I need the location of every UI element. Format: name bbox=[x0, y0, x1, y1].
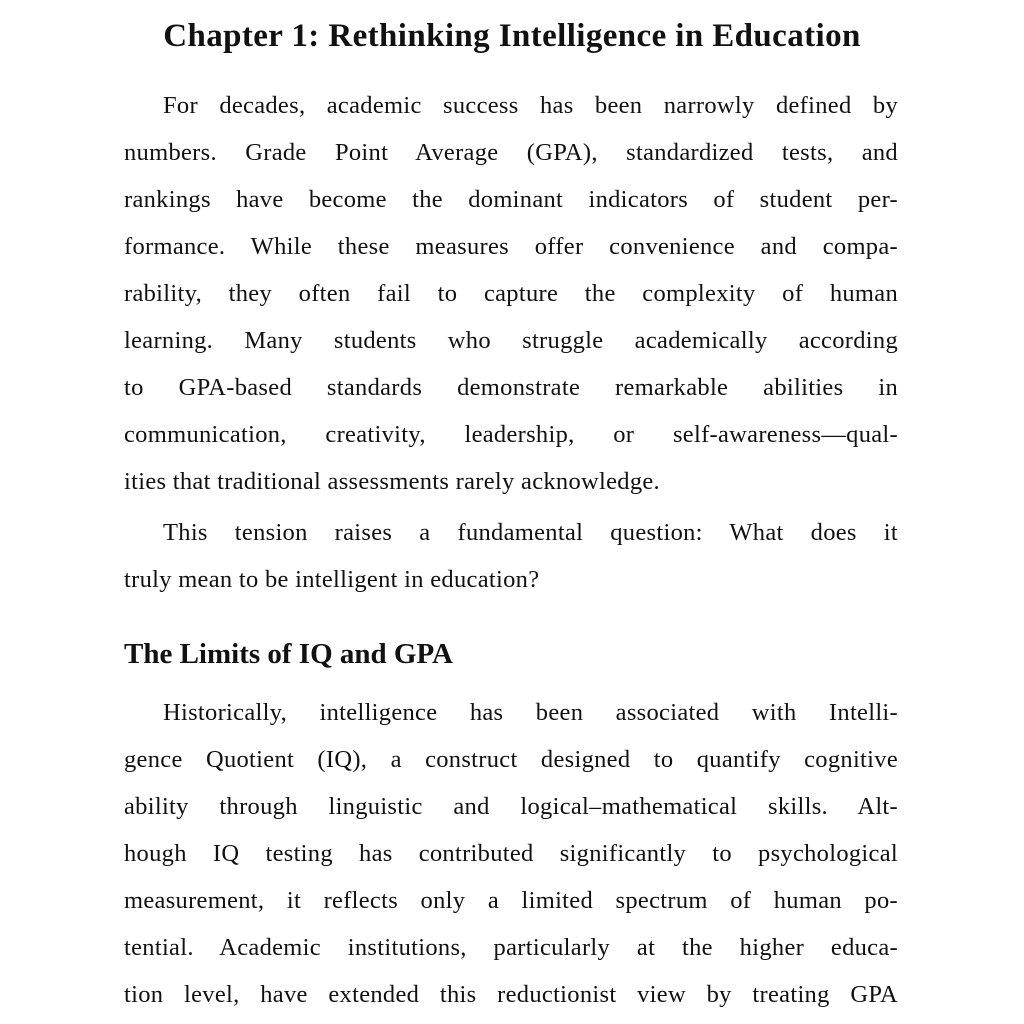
paragraph-line: rability, they often fail to capture the complexity of human bbox=[124, 280, 898, 307]
paragraph-line: rankings have become the dominant indicators of student per- bbox=[124, 186, 898, 213]
paragraph-line: ability through linguistic and logical–mathematical skills. Alt- bbox=[124, 793, 898, 820]
paragraph-line: hough IQ testing has contributed significantly to psychological bbox=[124, 840, 898, 867]
paragraph-line: learning. Many students who struggle academically according bbox=[124, 327, 898, 354]
paragraph-line: gence Quotient (IQ), a construct designed to quantify cognitive bbox=[124, 746, 898, 773]
paragraph-line: to GPA-based standards demonstrate remarkable abilities in bbox=[124, 374, 898, 401]
section-title: The Limits of IQ and GPA bbox=[124, 638, 453, 670]
paragraph-line: numbers. Grade Point Average (GPA), standardized tests, and bbox=[124, 139, 898, 166]
paragraph-line: For decades, academic success has been narrowly defined by bbox=[163, 92, 898, 119]
paragraph-line: tion level, have extended this reductionist view by treating GPA bbox=[124, 981, 898, 1008]
paragraph-line: measurement, it reflects only a limited spectrum of human po- bbox=[124, 887, 898, 914]
paragraph-line: formance. While these measures offer convenience and compa- bbox=[124, 233, 898, 260]
paragraph-line: tential. Academic institutions, particularly at the higher educa- bbox=[124, 934, 898, 961]
paragraph-line: ities that traditional assessments rarely acknowledge. bbox=[124, 468, 660, 495]
paragraph-line: truly mean to be intelligent in education? bbox=[124, 566, 540, 593]
paragraph-line: This tension raises a fundamental question: What does it bbox=[163, 519, 898, 546]
chapter-title: Chapter 1: Rethinking Intelligence in Education bbox=[163, 18, 861, 54]
paragraph-line: Historically, intelligence has been associated with Intelli- bbox=[163, 699, 898, 726]
paragraph-line: communication, creativity, leadership, or self-awareness—qual- bbox=[124, 421, 898, 448]
